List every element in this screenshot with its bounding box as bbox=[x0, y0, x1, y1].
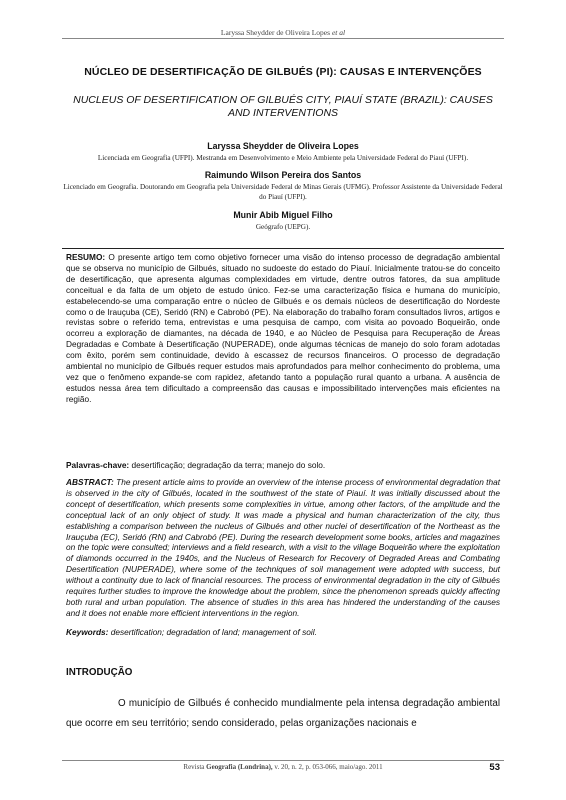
section-heading: INTRODUÇÃO bbox=[66, 667, 133, 678]
footer-citation bbox=[62, 760, 504, 771]
keywords-text: desertification; degradation of land; management of soil. bbox=[110, 627, 317, 637]
abstract-paragraph bbox=[66, 477, 500, 619]
intro-text: O município de Gilbués é conhecido mundialmente pela intensa degradação ambiental que ocorre em seu território; sendo considerado, pelas organizações nacionais e bbox=[66, 698, 500, 729]
author-affiliation: Licenciada em Geografia (UFPI). Mestranda em Desenvolvimento e Meio Ambiente pela Universidade Federal do Piauí (UFPI). bbox=[97, 154, 469, 162]
page-number: 53 bbox=[489, 762, 500, 773]
abstract-text: The present article aims to provide an overview of the intense process of environmental degradation that is observed in the city of Gilbués, located in the southwest of the state of Piauí. It was initially discussed about the concept of desertification, which presents some complexities in virtue, among other factors, of the amplitude and the conceptual lack of an only object of study. It was made a physical and human characterization of the city, thus establishing a comparison between the nucleus of Gilbués and other nuclei of desertification of the Northeast as the Irauçuba (EC), Seridó (RN) and Cabrobó (PE). During the research development some books, articles and magazines on the topic were consulted; interviews and a field research, with a visit to the village Boqueirão where the exploitation of diamonds occurred in the 1940s, and the Nucleus of Research for Recovery of Degraded Areas and Combating Desertification (NUPERADE), where some of the techniques of soil management were adopted with success, but without a continuity due to lack of financial resources. The process of environmental degradation in the city of Gilbués requires further studies to improve the knowledge about the problem, since the phenomenon spreads quickly affecting both rural and urban population. The absence of studies in this area has hindered the understanding of the causes and it does not enable more efficient interventions in the region. bbox=[66, 477, 500, 618]
footer-journal-prefix: Revista bbox=[183, 763, 205, 771]
author-name: Munir Abib Miguel Filho bbox=[233, 210, 333, 220]
author-affiliation: Geógrafo (UEPG). bbox=[255, 223, 311, 231]
author-affiliation: Licenciado em Geografia. Doutorando em Geografia pela Universidade Federal de Minas Gerais (UFMG). Professor Assistente da Universidade Federal do Piauí (UFPI). bbox=[63, 183, 503, 201]
paper-title-english: NUCLEUS OF DESERTIFICATION OF GILBUÉS CITY, PIAUÍ STATE (BRAZIL): CAUSES AND INTERVENTIONS bbox=[73, 94, 493, 119]
running-header bbox=[62, 28, 504, 39]
keywords bbox=[66, 627, 500, 637]
intro-paragraph bbox=[66, 694, 500, 734]
keywords-label: Keywords: bbox=[66, 627, 109, 637]
resumo-paragraph bbox=[66, 252, 500, 405]
running-header-etal: et al bbox=[331, 28, 346, 37]
palavras-chave-text: desertificação; degradação da terra; manejo do solo. bbox=[131, 460, 326, 470]
author-name: Raimundo Wilson Pereira dos Santos bbox=[204, 170, 362, 180]
author-name: Laryssa Sheydder de Oliveira Lopes bbox=[207, 141, 359, 151]
resumo-text: O presente artigo tem como objetivo fornecer uma visão do intenso processo de degradação ambiental que se observa no município de Gilbués, situado no sudoeste do estado do Piauí. Inicialmente tratou-se do conceito de desertificação, que apresenta algumas complexidades em virtude, dentre outros fatores, da sua amplitude conceitual e da falta de um objeto de estudo único. Fez-se uma caracterização física e humana do município, estabelecendo-se uma comparação entre o núcleo de Gilbués e os demais núcleos de desertificação do Nordeste como o de Irauçuba (CE), Seridó (RN) e Cabrobó (PE). Na elaboração do trabalho foram consultados livros, artigos e revistas sobre o referido tema, entrevistas e uma pesquisa de campo, com visita ao povoado Boqueirão, onde ocorreu a exploração de diamantes, na década de 1940, e ao Núcleo de Pesquisa para Recuperação de Áreas Degradadas e Combate à Desertificação (NUPERADE), onde algumas técnicas de manejo do solo foram adotadas com êxito, porém sem continuidade, devido à escassez de recursos financeiros. O processo de degradação ambiental no município de Gilbués requer estudos mais aprofundados para melhor conhecimento do problema, uma vez que o fenômeno expande-se com rapidez, afetando tanto a população rural quanto a urbana. A ausência de estudos nessa área tem dificultado a compreensão das causas e impossibilitado intervenções mais eficientes na região. bbox=[66, 252, 500, 404]
palavras-chave bbox=[66, 460, 500, 470]
abstract-box-rule bbox=[62, 248, 504, 249]
abstract-label: ABSTRACT: bbox=[66, 477, 114, 487]
resumo-label: RESUMO: bbox=[66, 252, 106, 262]
paper-title: NÚCLEO DE DESERTIFICAÇÃO DE GILBUÉS (PI): CAUSAS E INTERVENÇÕES bbox=[84, 66, 482, 78]
running-header-authors: Laryssa Sheydder de Oliveira Lopes bbox=[220, 28, 331, 37]
footer-citation-details: v. 20, n. 2, p. 053-066, maio/ago. 2011 bbox=[274, 763, 383, 771]
footer-journal-name: Geografia (Londrina), bbox=[206, 763, 273, 771]
palavras-chave-label: Palavras-chave: bbox=[66, 460, 130, 470]
